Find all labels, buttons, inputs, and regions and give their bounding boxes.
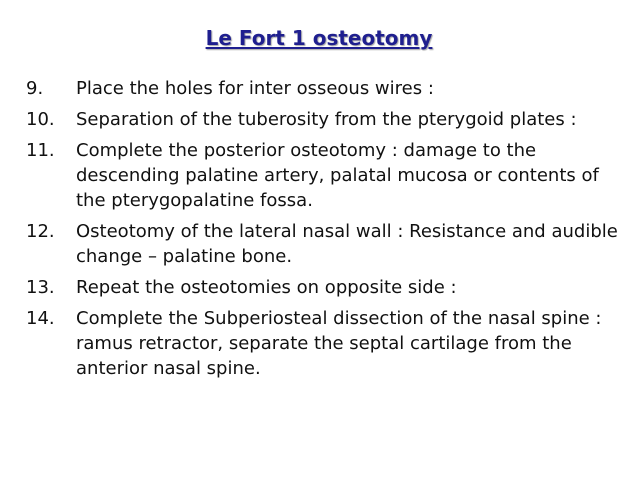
list-item bbox=[26, 306, 630, 381]
item-number: 9. bbox=[26, 78, 44, 99]
item-text: Complete the Subperiosteal dissection of the nasal spine : ramus retractor, separate the septal cartilage from the anterior nasal spine. bbox=[76, 308, 602, 379]
list-item bbox=[26, 107, 630, 132]
item-text: Osteotomy of the lateral nasal wall : Resistance and audible change – palatine bone. bbox=[76, 221, 618, 267]
item-number: 14. bbox=[26, 308, 55, 329]
list-item bbox=[26, 275, 630, 300]
slide-title: Le Fort 1 osteotomy bbox=[205, 26, 433, 50]
item-text: Repeat the osteotomies on opposite side : bbox=[76, 277, 457, 298]
list-item bbox=[26, 138, 630, 213]
item-number: 13. bbox=[26, 277, 55, 298]
item-text: Complete the posterior osteotomy : damage to the descending palatine artery, palatal mucosa or contents of the pterygopalatine fossa. bbox=[76, 140, 599, 211]
item-text: Separation of the tuberosity from the pterygoid plates : bbox=[76, 109, 577, 130]
item-text: Place the holes for inter osseous wires : bbox=[76, 78, 434, 99]
item-number: 12. bbox=[26, 221, 55, 242]
list-item bbox=[26, 219, 630, 269]
item-number: 10. bbox=[26, 109, 55, 130]
item-number: 11. bbox=[26, 140, 55, 161]
list-item bbox=[26, 76, 630, 101]
step-list bbox=[26, 76, 630, 387]
